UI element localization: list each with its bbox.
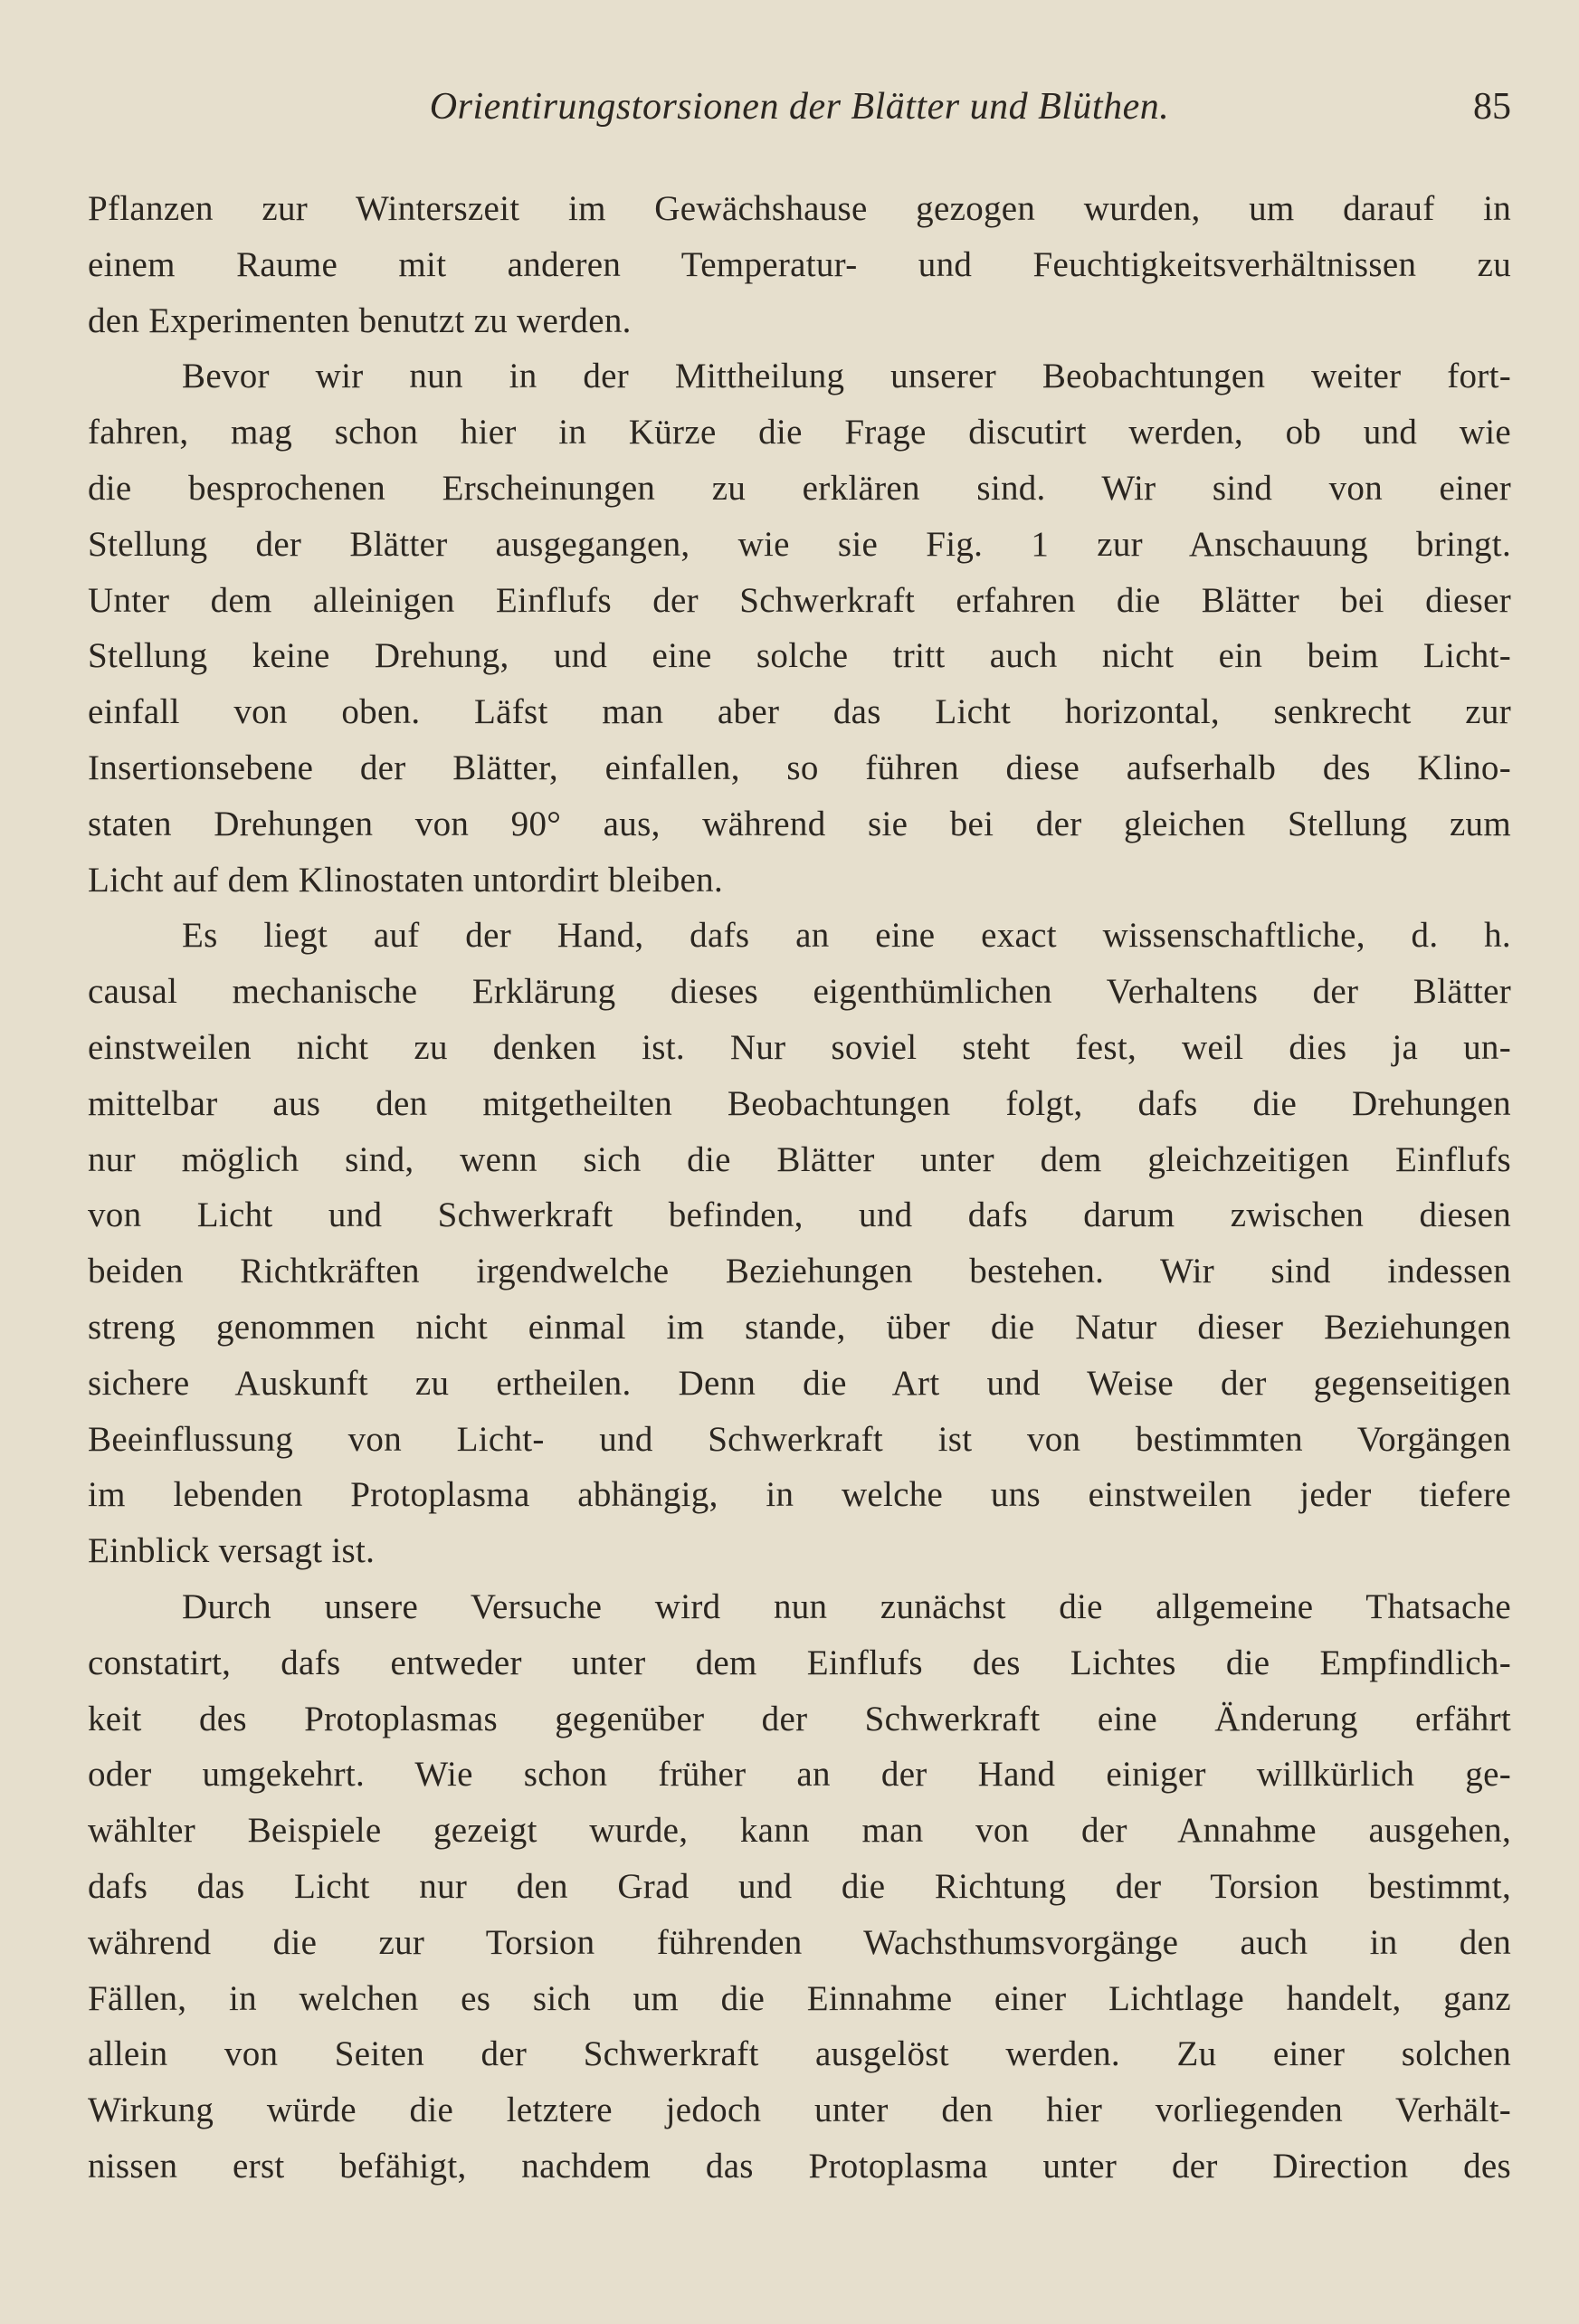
text-line: constatirt, dafs entweder unter dem Einflufs des Lichtes die Empfindlich- (88, 1643, 1511, 1682)
text-line: Bevor wir nun in der Mittheilung unserer Beobachtungen weiter fort- (182, 357, 1511, 396)
text-line: nur möglich sind, wenn sich die Blätter unter dem gleichzeitigen Einflufs (88, 1139, 1511, 1179)
text-line: nissen erst befähigt, nachdem das Protoplasma unter der Direction des (88, 2146, 1511, 2186)
text-line: Stellung keine Drehung, und eine solche tritt auch nicht ein beim Licht- (88, 636, 1511, 676)
page-header (88, 80, 1511, 134)
text-line: allein von Seiten der Schwerkraft ausgelöst werden. Zu einer solchen (88, 2034, 1511, 2074)
text-line: Einblick versagt ist. (88, 1531, 376, 1571)
text-line: Durch unsere Versuche wird nun zunächst die allgemeine Thatsache (182, 1586, 1511, 1626)
body-text (88, 181, 1511, 2195)
text-line: Licht auf dem Klinostaten untordirt bleiben. (88, 860, 724, 900)
text-line: beiden Richtkräften irgendwelche Beziehungen bestehen. Wir sind indessen (88, 1252, 1511, 1291)
running-title: Orientirungstorsionen der Blätter und Blüthen. (429, 86, 1170, 128)
text-line: Beeinflussung von Licht- und Schwerkraft ist von bestimmten Vorgängen (88, 1419, 1511, 1459)
text-line: Fällen, in welchen es sich um die Einnahme einer Lichtlage handelt, ganz (88, 1978, 1511, 2018)
text-line: staten Drehungen von 90° aus, während sie bei der gleichen Stellung zum (88, 804, 1511, 843)
text-line: Unter dem alleinigen Einflufs der Schwerkraft erfahren die Blätter bei dieser (88, 580, 1511, 620)
text-line: einem Raume mit anderen Temperatur- und Feuchtigkeitsverhältnissen zu (88, 244, 1511, 284)
text-line: Pflanzen zur Winterszeit im Gewächshause gezogen wurden, um darauf in (88, 189, 1511, 228)
text-line: fahren, mag schon hier in Kürze die Frage discutirt werden, ob und wie (88, 413, 1511, 452)
text-line: im lebenden Protoplasma abhängig, in welche uns einstweilen jeder tiefere (88, 1475, 1511, 1515)
text-line: sichere Auskunft zu ertheilen. Denn die Art und Weise der gegenseitigen (88, 1363, 1511, 1403)
page-number: 85 (1473, 86, 1511, 128)
text-line: wählter Beispiele gezeigt wurde, kann man von der Annahme ausgehen, (88, 1811, 1511, 1851)
text-line: Stellung der Blätter ausgegangen, wie sie Fig. 1 zur Anschauung bringt. (88, 524, 1511, 564)
text-line: von Licht und Schwerkraft befinden, und dafs darum zwischen diesen (88, 1195, 1511, 1235)
text-line: Insertionsebene der Blätter, einfallen, so führen diese aufserhalb des Klino- (88, 748, 1511, 787)
text-line: dafs das Licht nur den Grad und die Richtung der Torsion bestimmt, (88, 1866, 1511, 1906)
text-line: Wirkung würde die letztere jedoch unter den hier vorliegenden Verhält- (88, 2091, 1511, 2130)
text-line: streng genommen nicht einmal im stande, über die Natur dieser Beziehungen (88, 1307, 1511, 1347)
text-line: während die zur Torsion führenden Wachsthumsvorgänge auch in den (88, 1922, 1511, 1962)
text-line: den Experimenten benutzt zu werden. (88, 300, 632, 340)
text-line: einstweilen nicht zu denken ist. Nur soviel steht fest, weil dies ja un- (88, 1027, 1511, 1067)
text-line: causal mechanische Erklärung dieses eigenthümlichen Verhaltens der Blätter (88, 972, 1511, 1012)
text-line: oder umgekehrt. Wie schon früher an der Hand einiger willkürlich ge- (88, 1755, 1511, 1795)
text-line: einfall von oben. Läfst man aber das Licht horizontal, senkrecht zur (88, 692, 1511, 732)
text-line: keit des Protoplasmas gegenüber der Schwerkraft eine Änderung erfährt (88, 1699, 1511, 1738)
text-line: die besprochenen Erscheinungen zu erklären sind. Wir sind von einer (88, 468, 1511, 508)
text-line: mittelbar aus den mitgetheilten Beobachtungen folgt, dafs die Drehungen (88, 1083, 1511, 1123)
text-line: Es liegt auf der Hand, dafs an eine exact wissenschaftliche, d. h. (182, 916, 1511, 956)
